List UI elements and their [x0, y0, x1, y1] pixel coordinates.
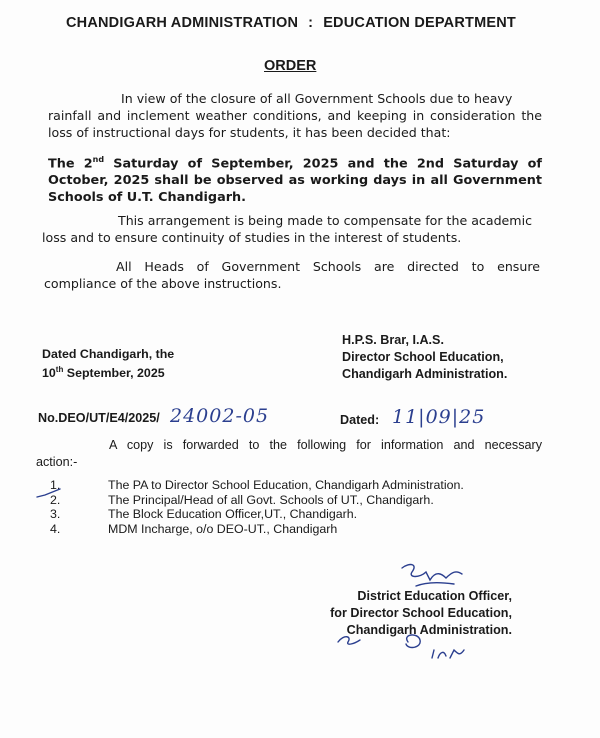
list-item-number: 2. — [50, 492, 61, 507]
list-item-text: The Block Education Officer,UT., Chandigarh. — [108, 507, 358, 521]
list-item-number: 1. — [50, 478, 61, 492]
handwritten-date: 11|09|25 — [392, 406, 486, 428]
paragraph-arrangement-rest: loss and to ensure continuity of studies in the interest of students. — [42, 230, 462, 245]
decision-pre: The 2 — [48, 156, 93, 172]
paragraph-arrangement — [42, 212, 542, 246]
decision-post: Saturday of September, 2025 and the 2nd Saturday of October, 2025 shall be observed as working days in all Government Schools of U.T. Chandigarh. — [48, 156, 542, 206]
paragraph-directive-rest: compliance of the above instructions. — [44, 276, 282, 291]
dated-place-line1: Dated Chandigarh, the — [42, 347, 175, 361]
dated-place — [42, 346, 174, 381]
reference-number-label: No.DEO/UT/E4/2025/ — [38, 411, 160, 425]
copy-forwarded-paragraph — [36, 437, 542, 471]
letterhead — [66, 15, 516, 31]
signatory-org: Chandigarh Administration. — [342, 367, 508, 381]
footer-line1: District Education Officer, — [357, 589, 512, 603]
header-separator: : — [308, 15, 314, 31]
signatory-name: H.P.S. Brar, I.A.S. — [342, 333, 444, 347]
footer-line2: for Director School Education, — [330, 606, 512, 620]
dated-label: Dated: — [340, 413, 380, 427]
header-department: EDUCATION DEPARTMENT — [323, 15, 516, 31]
paragraph-arrangement-line1: This arrangement is being made to compensate for the academic — [118, 213, 533, 228]
decision-sup: nd — [92, 155, 105, 164]
footer-line3: Chandigarh Administration. — [346, 623, 512, 637]
signatory-designation: Director School Education, — [342, 350, 504, 364]
list-item — [40, 493, 464, 508]
paragraph-closure-line1: In view of the closure of all Government Schools due to heavy — [121, 91, 513, 106]
copy-forwarded-line1: A copy is forwarded to the following for information and necessary — [109, 438, 542, 452]
list-item-text: The PA to Director School Education, Chandigarh Administration. — [108, 478, 464, 492]
paragraph-directive — [44, 258, 540, 292]
paragraph-closure — [48, 90, 542, 141]
paragraph-directive-line1: All Heads of Government Schools are directed to ensure — [116, 259, 540, 274]
signatory-block — [342, 332, 507, 383]
paragraph-closure-rest: rainfall and inclement weather conditions, and keeping in consideration the loss of instructional days for students, it has been decided that: — [48, 108, 542, 140]
list-item-text: The Principal/Head of all Govt. Schools of UT., Chandigarh. — [108, 492, 434, 507]
tick-mark-icon — [34, 486, 64, 502]
dated-day-suffix: th — [55, 365, 64, 374]
dated-month-year: September, 2025 — [63, 366, 165, 381]
paragraph-decision — [48, 151, 542, 206]
list-item — [40, 507, 464, 522]
list-item-number: 4. — [50, 521, 61, 536]
dated-day: 10 — [42, 366, 56, 381]
footer-signatory — [320, 588, 512, 639]
list-item — [40, 478, 464, 493]
list-item — [40, 522, 464, 537]
copy-forwarded-rest: action:- — [36, 455, 78, 469]
order-title: ORDER — [264, 58, 317, 74]
handwritten-reference-number: 24002-05 — [170, 405, 270, 427]
list-item-text: MDM Incharge, o/o DEO-UT., Chandigarh — [108, 521, 338, 536]
header-administration: CHANDIGARH ADMINISTRATION — [66, 15, 299, 31]
recipient-list — [40, 478, 464, 536]
dated-place-line2 — [42, 362, 174, 381]
list-item-number: 3. — [50, 507, 61, 521]
